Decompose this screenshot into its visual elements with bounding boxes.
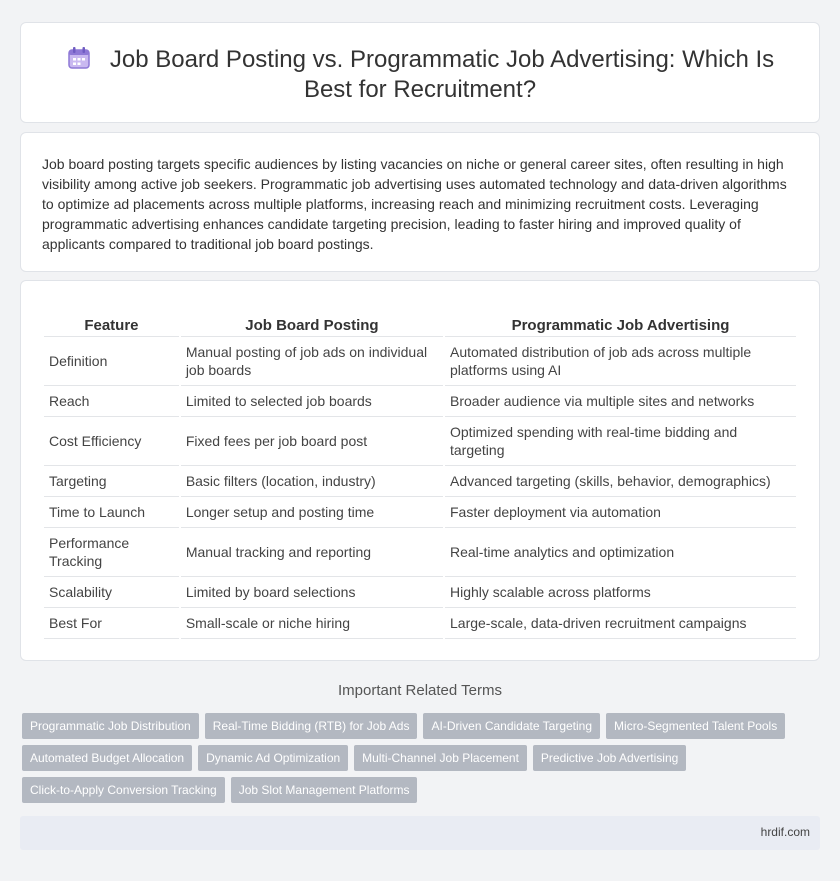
row-programmatic: Automated distribution of job ads across multiple platforms using AI — [445, 337, 796, 386]
term-tag[interactable]: Dynamic Ad Optimization — [198, 745, 348, 771]
row-programmatic: Real-time analytics and optimization — [445, 528, 796, 577]
row-feature: Reach — [44, 386, 179, 417]
row-job-board: Manual posting of job ads on individual job boards — [181, 337, 443, 386]
related-terms-title: Important Related Terms — [338, 682, 502, 699]
row-feature: Time to Launch — [44, 497, 179, 528]
table-row — [44, 386, 796, 417]
intro-card — [20, 132, 820, 272]
row-programmatic: Faster deployment via automation — [445, 497, 796, 528]
term-tag[interactable]: Click-to-Apply Conversion Tracking — [22, 777, 225, 803]
row-feature: Best For — [44, 608, 179, 639]
header-feature: Feature — [44, 315, 179, 337]
title-card — [20, 22, 820, 123]
table-row — [44, 608, 796, 639]
term-tag[interactable]: Real-Time Bidding (RTB) for Job Ads — [205, 713, 418, 739]
row-job-board: Longer setup and posting time — [181, 497, 443, 528]
row-programmatic: Broader audience via multiple sites and networks — [445, 386, 796, 417]
row-job-board: Basic filters (location, industry) — [181, 466, 443, 497]
table-row — [44, 577, 796, 608]
row-programmatic: Large-scale, data-driven recruitment campaigns — [445, 608, 796, 639]
row-feature: Cost Efficiency — [44, 417, 179, 466]
page-title: Job Board Posting vs. Programmatic Job Advertising: Which Is Best for Recruitment? — [109, 46, 775, 103]
calendar-icon — [66, 45, 92, 71]
row-programmatic: Optimized spending with real-time bidding and targeting — [445, 417, 796, 466]
table-row — [44, 417, 796, 466]
header-job-board: Job Board Posting — [181, 315, 443, 337]
row-job-board: Manual tracking and reporting — [181, 528, 443, 577]
page-title-wrap — [21, 45, 819, 105]
row-programmatic: Advanced targeting (skills, behavior, demographics) — [445, 466, 796, 497]
row-feature: Definition — [44, 337, 179, 386]
term-tag[interactable]: Multi-Channel Job Placement — [354, 745, 527, 771]
table-row — [44, 528, 796, 577]
row-feature: Scalability — [44, 577, 179, 608]
term-tag[interactable]: Job Slot Management Platforms — [231, 777, 418, 803]
row-job-board: Fixed fees per job board post — [181, 417, 443, 466]
row-job-board: Small-scale or niche hiring — [181, 608, 443, 639]
table-row — [44, 466, 796, 497]
row-programmatic: Highly scalable across platforms — [445, 577, 796, 608]
related-terms-list — [22, 713, 812, 809]
term-tag[interactable]: AI-Driven Candidate Targeting — [423, 713, 600, 739]
term-tag[interactable]: Micro-Segmented Talent Pools — [606, 713, 785, 739]
term-tag[interactable]: Programmatic Job Distribution — [22, 713, 199, 739]
table-header-row — [44, 315, 796, 337]
term-tag[interactable]: Predictive Job Advertising — [533, 745, 686, 771]
comparison-card — [20, 280, 820, 661]
row-job-board: Limited to selected job boards — [181, 386, 443, 417]
term-tag[interactable]: Automated Budget Allocation — [22, 745, 192, 771]
table-row — [44, 497, 796, 528]
comparison-table — [42, 315, 798, 639]
footer-site-link[interactable]: hrdif.com — [760, 825, 810, 839]
intro-paragraph: Job board posting targets specific audiences by listing vacancies on niche or general career sites, often resulting in high visibility among active job seekers. Programmatic job advertising uses automated technology and data-driven algorithms to optimize ad placements across multiple platforms, increasing reach and minimizing recruitment costs. Leveraging programmatic advertising enhances candidate targeting precision, leading to faster hiring and improved quality of applicants compared to traditional job board postings. — [42, 156, 787, 252]
table-row — [44, 337, 796, 386]
row-job-board: Limited by board selections — [181, 577, 443, 608]
footer-bar — [20, 816, 820, 850]
row-feature: Targeting — [44, 466, 179, 497]
row-feature: Performance Tracking — [44, 528, 179, 577]
header-programmatic: Programmatic Job Advertising — [445, 315, 796, 337]
